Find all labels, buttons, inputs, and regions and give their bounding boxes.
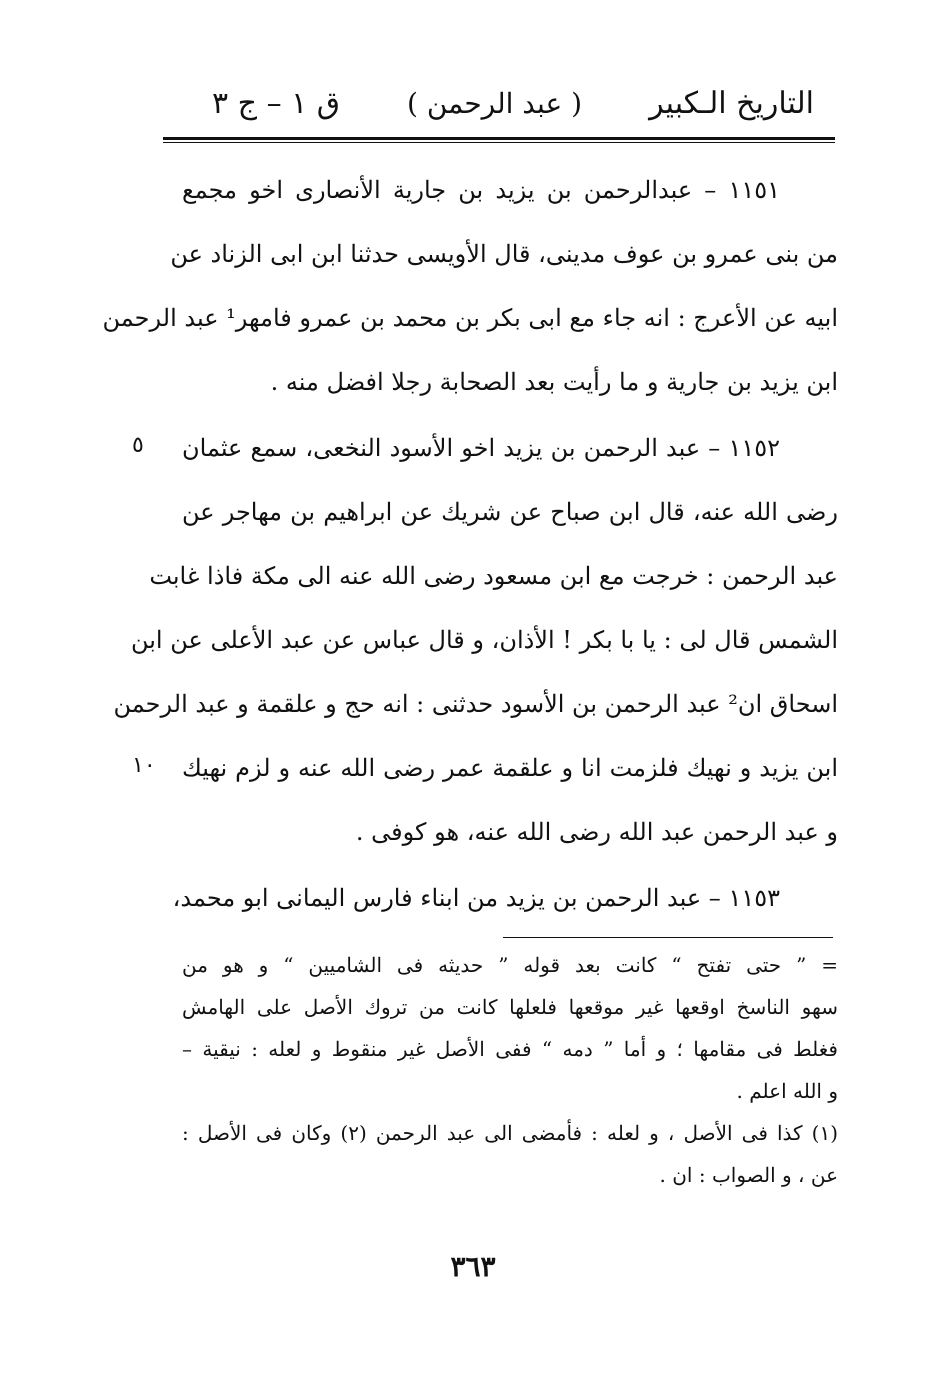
body-line: ابن يزيد و نهيك فلزمت انا و علقمة عمر رضى الله عنه و لزم نهيك bbox=[182, 754, 838, 782]
body-line: و عبد الرحمن عبد الله رضى الله عنه، هو كوفى . bbox=[355, 818, 838, 846]
header-rule bbox=[163, 137, 835, 143]
entry-1153-line: ١١٥٣ – عبد الرحمن بن يزيد من ابناء فارس اليمانى ابو محمد، bbox=[172, 884, 780, 912]
footnote-line: عن ، و الصواب : ان . bbox=[659, 1163, 838, 1187]
body-line: رضى الله عنه، قال ابن صباح عن شريك عن ابراهيم بن مهاجر عن bbox=[182, 498, 838, 526]
body-line: ابيه عن الأعرج : انه جاء مع ابى بكر بن محمد بن عمرو فامهر¹ عبد الرحمن bbox=[102, 304, 838, 332]
body-line: عبد الرحمن : خرجت مع ابن مسعود رضى الله عنه الى مكة فاذا غابت bbox=[149, 562, 838, 590]
footnote-line: سهو الناسخ اوقعها غير موقعها فلعلها كانت من تروك الأصل على الهامش bbox=[182, 995, 838, 1019]
body-line: اسحاق ان² عبد الرحمن بن الأسود حدثنى : انه حج و علقمة و عبد الرحمن bbox=[113, 690, 838, 718]
footnote-separator bbox=[503, 937, 833, 938]
entry-1151-line: ١١٥١ – عبدالرحمن بن يزيد بن جارية الأنصارى اخو مجمع bbox=[182, 176, 780, 204]
volume-indicator: ق ١ – ج ٣ bbox=[212, 86, 341, 121]
body-line: الشمس قال لى : يا با بكر ! الأذان، و قال عباس عن عبد الأعلى عن ابن bbox=[130, 626, 838, 654]
footnote-line: (١) كذا فى الأصل ، و لعله : فأمضى الى عبد الرحمن (٢) وكان فى الأصل : bbox=[182, 1121, 838, 1145]
margin-line-number: ١٠ bbox=[132, 753, 156, 778]
footnotes bbox=[182, 944, 838, 1196]
footnote-line: = ” حتى تفتح “ كانت بعد قوله ” حديثه فى الشاميين “ و هو من bbox=[182, 953, 838, 977]
entry-1152-line: ١١٥٢ – عبد الرحمن بن يزيد اخو الأسود النخعى، سمع عثمان bbox=[182, 434, 780, 462]
running-header bbox=[190, 78, 830, 130]
body-line: ابن يزيد بن جارية و ما رأيت بعد الصحابة رجلا افضل منه . bbox=[270, 368, 838, 396]
book-title: التاريخ الـكبير bbox=[649, 86, 814, 121]
section-title: ( عبد الرحمن ) bbox=[407, 87, 582, 120]
footnote-line: و الله اعلم . bbox=[736, 1079, 838, 1103]
body-line: من بنى عمرو بن عوف مدينى، قال الأويسى حدثنا ابن ابى الزناد عن bbox=[170, 240, 838, 268]
footnote-line: فغلط فى مقامها ؛ و أما ” دمه “ ففى الأصل غير منقوط و لعله : نيقية – bbox=[182, 1037, 838, 1061]
margin-line-number: ٥ bbox=[132, 433, 144, 458]
page-number: ٣٦٣ bbox=[450, 1250, 496, 1283]
